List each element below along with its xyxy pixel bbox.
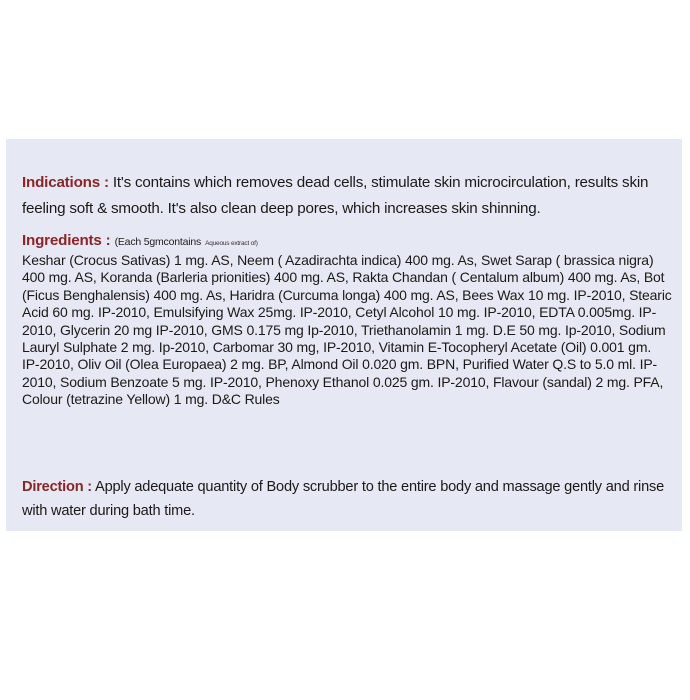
direction-label: Direction :	[22, 479, 92, 495]
indications-text: It's contains which removes dead cells, stimulate skin microcirculation, results skin feeling soft & smooth. It's also clean deep pores, which increases skin shinning.	[22, 174, 649, 217]
ingredients-note-small: Aqueous extract of)	[205, 240, 258, 247]
ingredients-text: Keshar (Crocus Sativas) 1 mg. AS, Neem ( Azadirachta indica) 400 mg. As, Swet Sarap ( brassica nigra) 400 mg. AS, Koranda (Barleria prionities) 400 mg. AS, Rakta Chandan ( Centalum album) 400 mg. As, Bot (Ficus Benghalensis) 400 mg. As, Haridra (Curcuma longa) 400 mg. AS, Bees Wax 10 mg. IP-2010, Stearic Acid 60 mg. IP-2010, Emulsifying Wax 25mg. IP-2010, Cetyl Alcohol 10 mg. IP-2010, EDTA 0.005mg. IP-2010, Glycerin 20 mg IP-2010, GMS 0.175 mg Ip-2010, Triethanolamin 1 mg. D.E 50 mg. Ip-2010, Sodium Lauryl Sulphate 2 mg. Ip-2010, Carbomar 30 mg, IP-2010, Vitamin E-Tocopheryl Acetate (Oil) 0.001 gm. IP-2010, Oliv Oil (Olea Europaea) 2 mg. BP, Almond Oil 0.020 gm. BPN, Purified Water Q.S to 5.0 ml. IP-2010, Sodium Benzoate 5 mg. IP-2010, Phenoxy Ethanol 0.025 gm. IP-2010, Flavour (sandal) 2 mg. PFA, Colour (tetrazine Yellow) 1 mg. D&C Rules	[22, 252, 672, 408]
ingredients-label: Ingredients :	[22, 232, 111, 249]
direction-text: Apply adequate quantity of Body scrubber to the entire body and massage gently and rinse with water during bath time.	[22, 479, 664, 519]
indications-section	[22, 170, 672, 222]
direction-section	[22, 475, 672, 523]
label-panel	[6, 139, 682, 531]
ingredients-note: (Each 5gmcontains	[114, 236, 202, 248]
indications-label: Indications :	[22, 174, 109, 191]
